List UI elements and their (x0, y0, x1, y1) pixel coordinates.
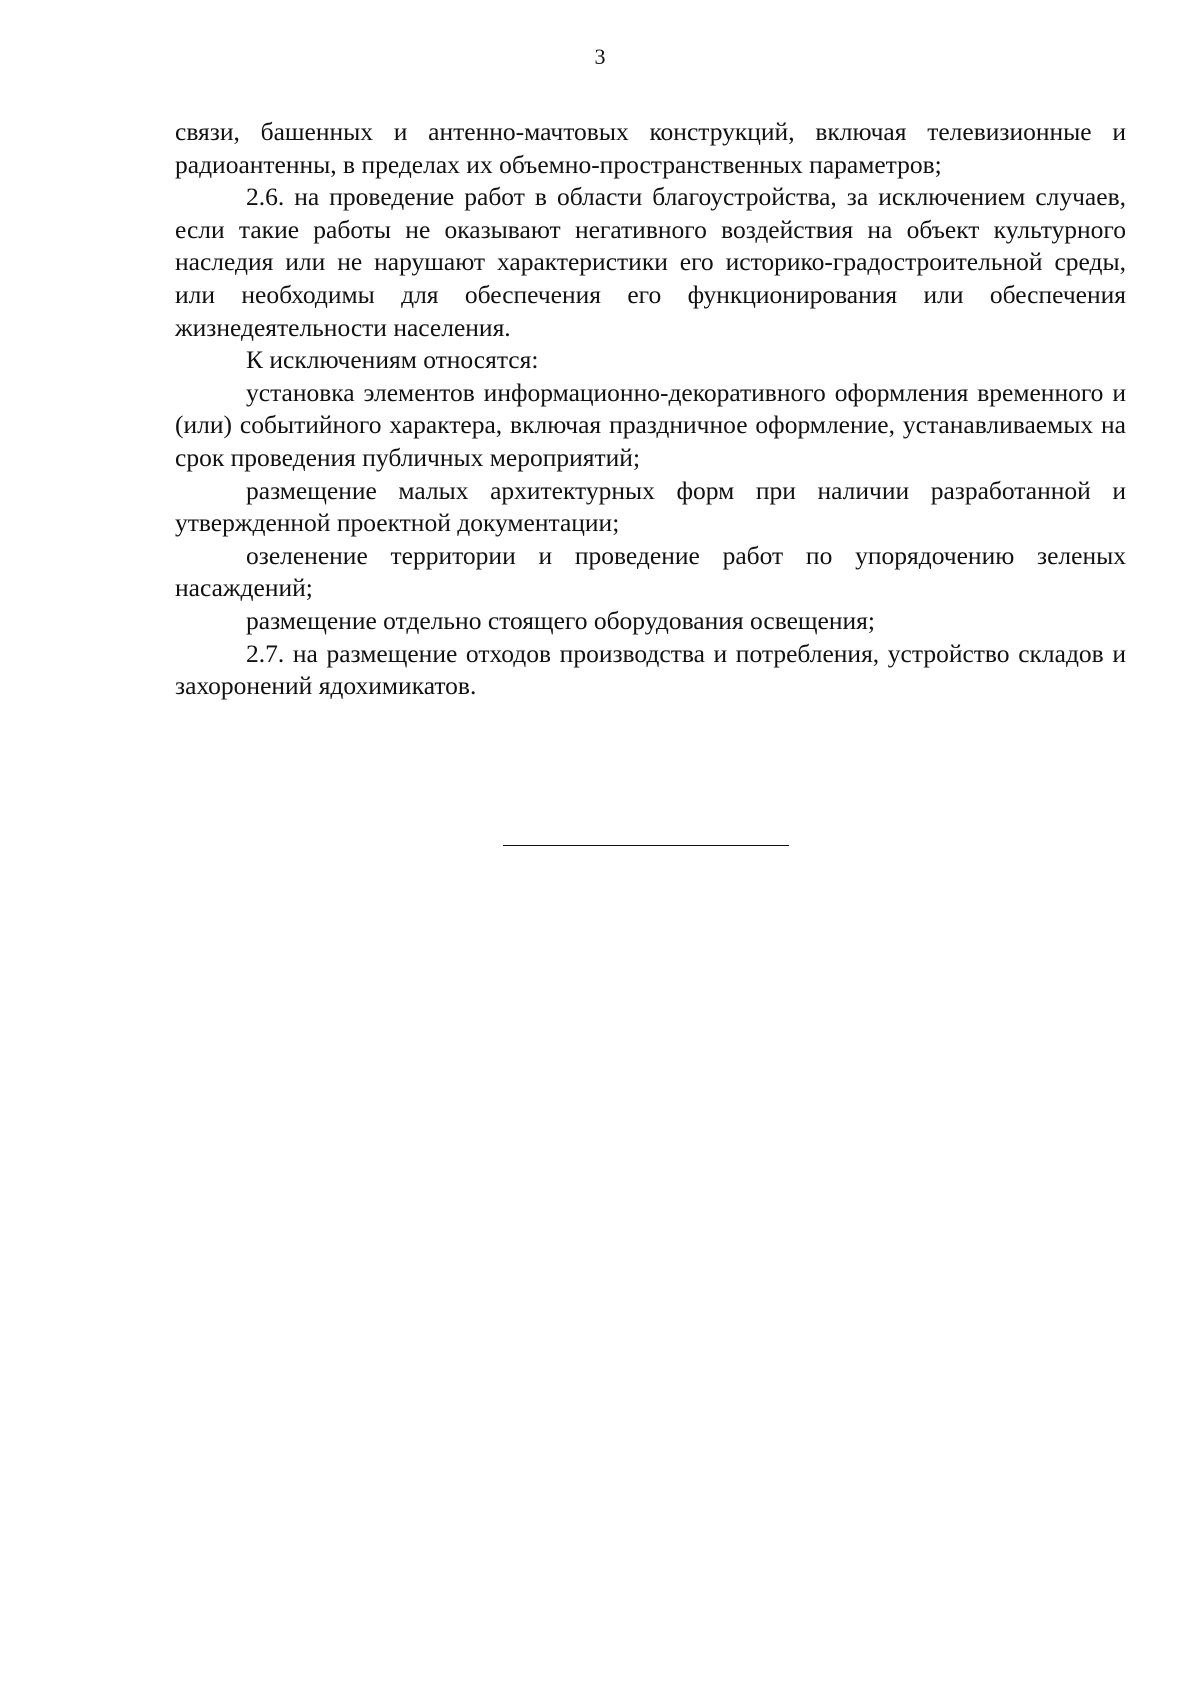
paragraph-exception-lighting: размещение отдельно стоящего оборудования освещения; (246, 605, 875, 635)
page-number: 3 (594, 44, 606, 69)
paragraph-continuation: связи, башенных и антенно-мачтовых конструкций, включая телевизионные и радиоантенны, в пределах их объемно-пространственных параметров; (175, 117, 1126, 179)
paragraph-exception-greening: озеленение территории и проведение работ по упорядочению зеленых насаждений; (175, 540, 1126, 603)
paragraph-exceptions-heading: К исключениям относятся: (246, 345, 539, 375)
paragraph-exception-decorative: установка элементов информационно-декоративного оформления временного и (или) событийного характера, включая праздничное оформление, устанавливаемых на срок проведения публичных мероприятий; (175, 377, 1126, 472)
paragraph-exception-small-forms: размещение малых архитектурных форм при наличии разработанной и утвержденной проектной документации; (175, 475, 1126, 538)
end-of-document-rule (503, 845, 789, 846)
paragraph-item-2-6: 2.6. на проведение работ в области благоустройства, за исключением случаев, если такие работы не оказывают негативного воздействия на объект культурного наследия или не нарушают характеристики его историко-градостроительной среды, или необходимы для обеспечения его функционирования или обеспечения жизнедеятельности населения. (175, 182, 1126, 342)
document-body (175, 116, 1126, 703)
paragraph-item-2-7: 2.7. на размещение отходов производства и потребления, устройство складов и захоронений ядохимикатов. (175, 638, 1126, 701)
